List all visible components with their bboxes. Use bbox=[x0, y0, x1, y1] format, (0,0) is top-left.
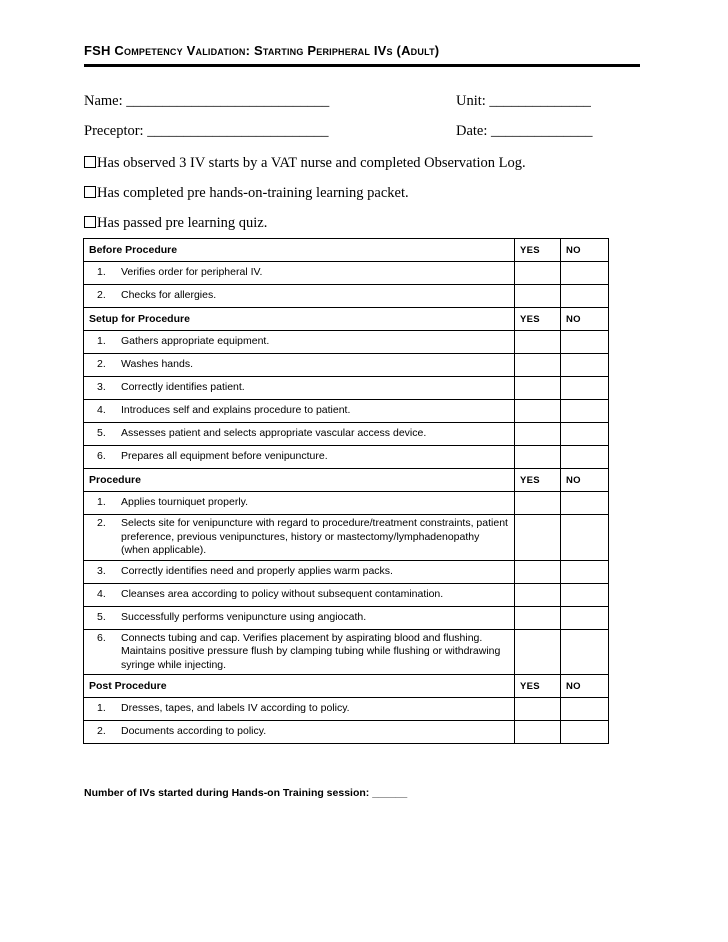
yes-cell[interactable] bbox=[515, 262, 561, 285]
yes-cell[interactable] bbox=[515, 698, 561, 721]
yes-cell[interactable] bbox=[515, 492, 561, 515]
item-number: 3. bbox=[97, 381, 106, 394]
section-title: Before Procedure bbox=[84, 239, 515, 262]
checklist-row bbox=[84, 331, 609, 354]
section-title: Post Procedure bbox=[84, 675, 515, 698]
checklist-row bbox=[84, 423, 609, 446]
prereq-label: Has observed 3 IV starts by a VAT nurse and completed Observation Log. bbox=[97, 155, 526, 171]
no-cell[interactable] bbox=[561, 377, 609, 400]
checklist-row bbox=[84, 285, 609, 308]
section-header bbox=[84, 675, 609, 698]
checklist-row bbox=[84, 262, 609, 285]
preceptor-field[interactable]: Preceptor: _________________________ bbox=[84, 123, 329, 139]
item-number: 5. bbox=[97, 427, 106, 440]
item-number: 2. bbox=[97, 358, 106, 371]
item-text: Cleanses area according to policy without subsequent contamination. bbox=[121, 587, 444, 600]
no-column-header: NO bbox=[561, 675, 609, 698]
yes-column-header: YES bbox=[515, 308, 561, 331]
no-cell[interactable] bbox=[561, 400, 609, 423]
yes-cell[interactable] bbox=[515, 629, 561, 675]
item-text: Correctly identifies need and properly applies warm packs. bbox=[121, 564, 393, 577]
yes-cell[interactable] bbox=[515, 721, 561, 744]
name-field[interactable]: Name: ____________________________ bbox=[84, 93, 330, 109]
section-title: Setup for Procedure bbox=[84, 308, 515, 331]
no-cell[interactable] bbox=[561, 629, 609, 675]
prereq-label: Has passed pre learning quiz. bbox=[97, 215, 268, 231]
checklist-row bbox=[84, 629, 609, 675]
no-cell[interactable] bbox=[561, 423, 609, 446]
competency-checklist-table bbox=[83, 238, 609, 744]
checklist-row bbox=[84, 515, 609, 561]
yes-cell[interactable] bbox=[515, 446, 561, 469]
item-number: 4. bbox=[97, 404, 106, 417]
section-title: Procedure bbox=[84, 469, 515, 492]
ivs-started-count-field[interactable]: Number of IVs started during Hands-on Training session: ______ bbox=[84, 787, 408, 799]
item-text: Applies tourniquet properly. bbox=[121, 496, 249, 509]
no-cell[interactable] bbox=[561, 331, 609, 354]
item-number: 6. bbox=[97, 631, 106, 644]
item-text: Gathers appropriate equipment. bbox=[121, 335, 270, 348]
item-number: 3. bbox=[97, 564, 106, 577]
section-header bbox=[84, 469, 609, 492]
yes-cell[interactable] bbox=[515, 377, 561, 400]
section-header bbox=[84, 239, 609, 262]
yes-cell[interactable] bbox=[515, 400, 561, 423]
no-cell[interactable] bbox=[561, 446, 609, 469]
yes-cell[interactable] bbox=[515, 354, 561, 377]
yes-column-header: YES bbox=[515, 469, 561, 492]
no-cell[interactable] bbox=[561, 262, 609, 285]
prereq-label: Has completed pre hands-on-training learning packet. bbox=[97, 185, 409, 201]
checkbox[interactable] bbox=[84, 216, 96, 228]
no-cell[interactable] bbox=[561, 492, 609, 515]
yes-cell[interactable] bbox=[515, 606, 561, 629]
prereq-observation-log bbox=[84, 155, 526, 172]
item-number: 2. bbox=[97, 725, 106, 738]
title-rule bbox=[84, 64, 640, 67]
item-number: 1. bbox=[97, 266, 106, 279]
item-text: Dresses, tapes, and labels IV according to policy. bbox=[121, 702, 350, 715]
no-cell[interactable] bbox=[561, 560, 609, 583]
checklist-row bbox=[84, 721, 609, 744]
yes-cell[interactable] bbox=[515, 331, 561, 354]
item-text: Checks for allergies. bbox=[121, 289, 217, 302]
checklist-row bbox=[84, 377, 609, 400]
item-text: Connects tubing and cap. Verifies placement by aspirating blood and flushing. Maintains positive pressure flush by clamping tubing while flushing or withdrawing syringe while injecting. bbox=[121, 631, 501, 671]
checklist-row bbox=[84, 446, 609, 469]
item-number: 1. bbox=[97, 702, 106, 715]
no-column-header: NO bbox=[561, 469, 609, 492]
item-number: 5. bbox=[97, 610, 106, 623]
item-number: 4. bbox=[97, 587, 106, 600]
no-cell[interactable] bbox=[561, 698, 609, 721]
no-cell[interactable] bbox=[561, 606, 609, 629]
checklist-row bbox=[84, 400, 609, 423]
yes-cell[interactable] bbox=[515, 515, 561, 561]
checklist-row bbox=[84, 354, 609, 377]
no-cell[interactable] bbox=[561, 354, 609, 377]
item-text: Successfully performs venipuncture using angiocath. bbox=[121, 610, 367, 623]
item-text: Selects site for venipuncture with regard to procedure/treatment constraints, patient preference, previous venipunctures, history or mastectomy/lymphadenopathy (when applicable). bbox=[121, 517, 508, 556]
checklist-row bbox=[84, 698, 609, 721]
checklist-row bbox=[84, 492, 609, 515]
no-cell[interactable] bbox=[561, 285, 609, 308]
checkbox[interactable] bbox=[84, 186, 96, 198]
section-header bbox=[84, 308, 609, 331]
no-cell[interactable] bbox=[561, 515, 609, 561]
item-text: Assesses patient and selects appropriate vascular access device. bbox=[121, 427, 427, 440]
item-text: Correctly identifies patient. bbox=[121, 381, 245, 394]
no-cell[interactable] bbox=[561, 583, 609, 606]
yes-cell[interactable] bbox=[515, 560, 561, 583]
yes-cell[interactable] bbox=[515, 583, 561, 606]
item-number: 1. bbox=[97, 335, 106, 348]
item-text: Documents according to policy. bbox=[121, 725, 267, 738]
form-title: FSH Competency Validation: Starting Peripheral IVs (Adult) bbox=[84, 43, 440, 58]
item-text: Verifies order for peripheral IV. bbox=[121, 266, 263, 279]
prereq-learning-packet bbox=[84, 185, 409, 202]
date-field[interactable]: Date: ______________ bbox=[456, 123, 593, 139]
item-text: Washes hands. bbox=[121, 358, 193, 371]
prereq-learning-quiz bbox=[84, 215, 267, 232]
no-column-header: NO bbox=[561, 239, 609, 262]
item-number: 1. bbox=[97, 496, 106, 509]
checkbox[interactable] bbox=[84, 156, 96, 168]
item-text: Introduces self and explains procedure to patient. bbox=[121, 404, 351, 417]
yes-column-header: YES bbox=[515, 239, 561, 262]
yes-cell[interactable] bbox=[515, 285, 561, 308]
item-text: Prepares all equipment before venipuncture. bbox=[121, 450, 328, 463]
yes-cell[interactable] bbox=[515, 423, 561, 446]
checklist-row bbox=[84, 606, 609, 629]
no-cell[interactable] bbox=[561, 721, 609, 744]
checklist-row bbox=[84, 560, 609, 583]
yes-column-header: YES bbox=[515, 675, 561, 698]
item-number: 2. bbox=[97, 517, 106, 529]
checklist-row bbox=[84, 583, 609, 606]
no-column-header: NO bbox=[561, 308, 609, 331]
unit-field[interactable]: Unit: ______________ bbox=[456, 93, 591, 109]
item-number: 2. bbox=[97, 289, 106, 302]
item-number: 6. bbox=[97, 450, 106, 463]
